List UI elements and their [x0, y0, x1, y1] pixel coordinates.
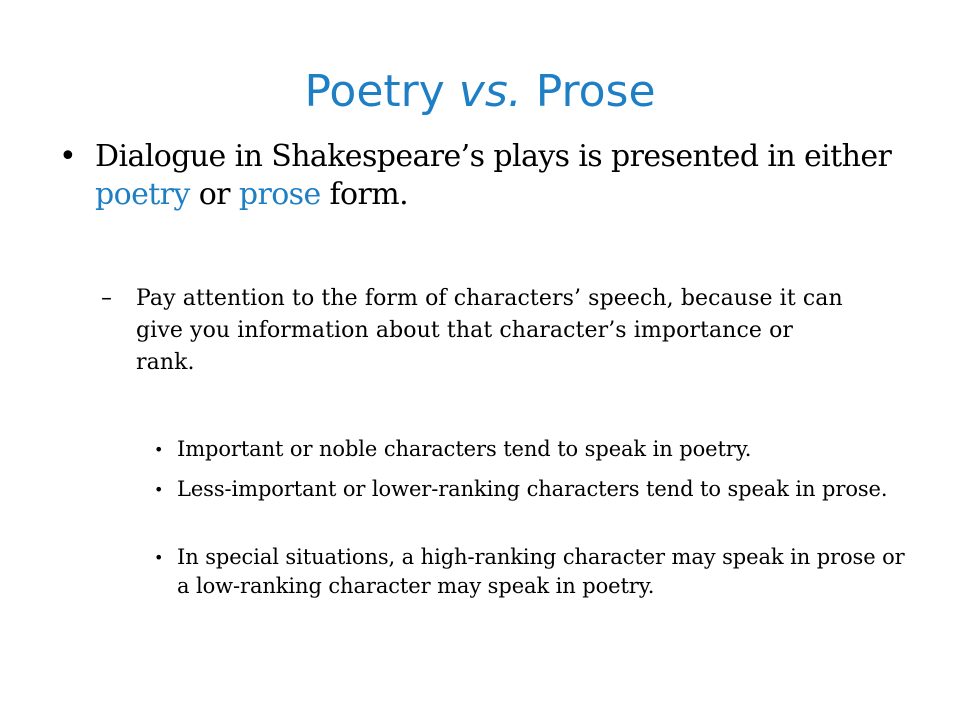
- slide-title: [0, 62, 960, 122]
- detail-bullet-1: [154, 435, 917, 464]
- detail-text: In special situations, a high-ranking character may speak in prose or a low-ranking character may speak in poetry.: [177, 545, 905, 598]
- main-bullet-text-b: or: [189, 177, 239, 212]
- detail-text: Less-important or lower-ranking characters tend to speak in prose.: [177, 477, 888, 501]
- sub-bullet: [101, 283, 856, 379]
- main-bullet-text-a: Dialogue in Shakespeare’s plays is presented in either: [95, 139, 892, 174]
- bullet-icon: •: [154, 480, 164, 499]
- term-poetry: poetry: [95, 177, 190, 212]
- main-bullet: [59, 138, 905, 214]
- title-text-1: Poetry: [304, 66, 459, 117]
- bullet-icon: •: [59, 139, 77, 174]
- bullet-icon: •: [154, 548, 164, 567]
- dash-icon: –: [101, 286, 113, 311]
- bullet-icon: •: [154, 440, 164, 459]
- detail-text: Important or noble characters tend to speak in poetry.: [177, 437, 752, 461]
- sub-bullet-text: Pay attention to the form of characters’ speech, because it can give you information about that character’s importance or rank.: [136, 286, 843, 375]
- detail-bullet-2: [154, 475, 917, 504]
- detail-bullet-3: [154, 543, 917, 601]
- title-text-2: Prose: [521, 66, 656, 117]
- main-bullet-text-c: form.: [320, 177, 409, 212]
- title-text-italic: vs.: [458, 66, 522, 117]
- term-prose: prose: [238, 177, 321, 212]
